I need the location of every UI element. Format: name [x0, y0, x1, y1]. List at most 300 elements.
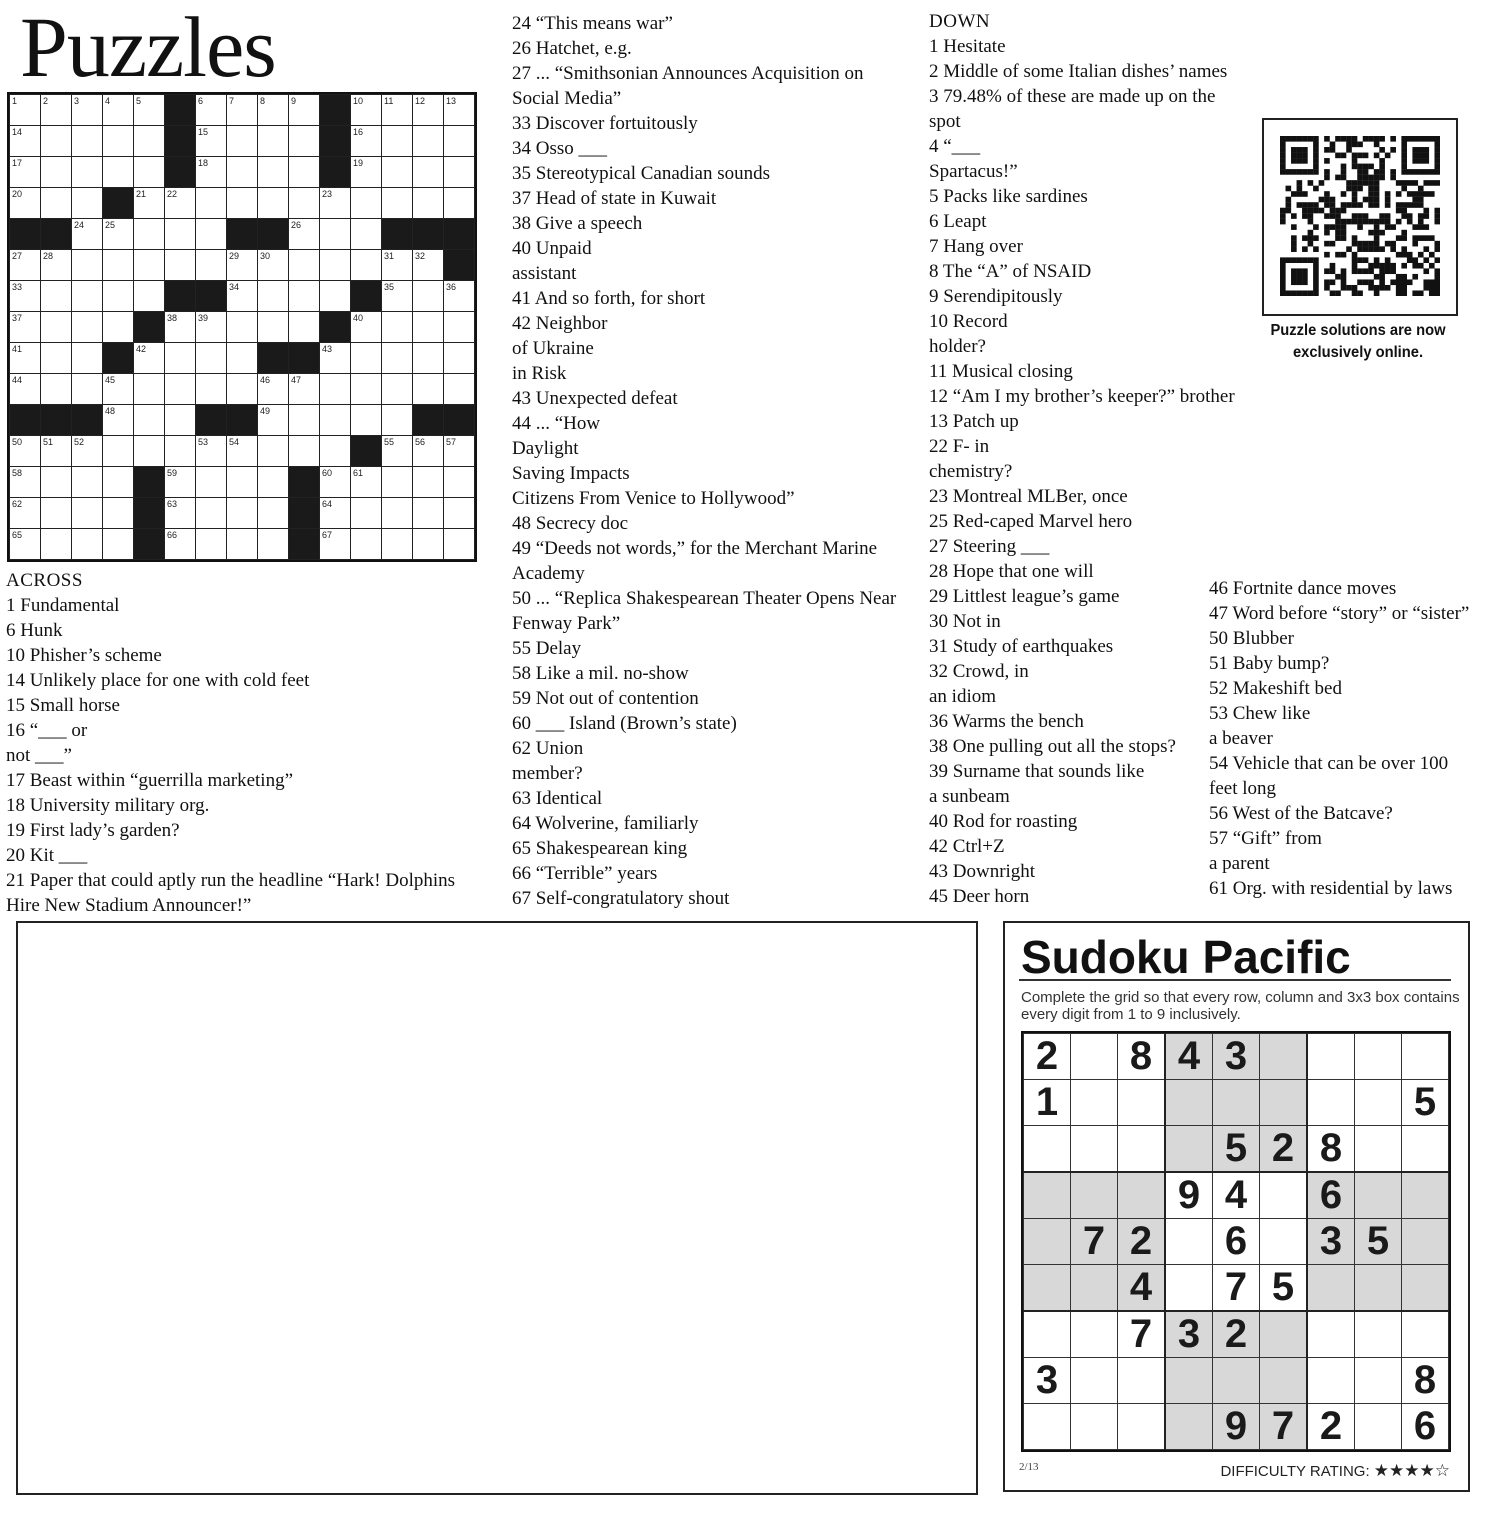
crossword-cell[interactable] [320, 498, 351, 529]
crossword-cell[interactable] [258, 498, 289, 529]
qr-module [1374, 175, 1380, 181]
qr-module [1341, 153, 1347, 159]
crossword-cell[interactable] [227, 250, 258, 281]
crossword-cell[interactable] [382, 250, 413, 281]
qr-module [1368, 285, 1374, 291]
qr-module [1313, 263, 1319, 269]
crossword-cell[interactable] [444, 95, 475, 126]
crossword-cell[interactable] [165, 405, 196, 436]
crossword-cell[interactable] [196, 343, 227, 374]
sudoku-empty-cell[interactable] [1165, 1126, 1213, 1173]
crossword-cell[interactable] [72, 312, 103, 343]
crossword-cell[interactable] [444, 498, 475, 529]
crossword-cell-number: 58 [12, 468, 23, 478]
crossword-cell[interactable] [72, 250, 103, 281]
crossword-cell[interactable] [227, 95, 258, 126]
crossword-cell[interactable] [196, 467, 227, 498]
crossword-cell[interactable] [382, 126, 413, 157]
crossword-cell[interactable] [103, 126, 134, 157]
crossword-cell[interactable] [72, 188, 103, 219]
crossword-cell[interactable] [41, 95, 72, 126]
crossword-cell[interactable] [41, 188, 72, 219]
clue-line: 10 Phisher’s scheme [6, 645, 162, 666]
sudoku-empty-cell[interactable] [1355, 1404, 1402, 1450]
clue-line: 4 “___ [929, 136, 981, 157]
qr-module [1346, 285, 1352, 291]
sudoku-empty-cell[interactable] [1307, 1265, 1355, 1312]
crossword-cell[interactable] [165, 188, 196, 219]
crossword-cell[interactable] [289, 126, 320, 157]
qr-module [1291, 246, 1297, 252]
crossword-cell[interactable] [382, 529, 413, 560]
crossword-cell[interactable] [227, 157, 258, 188]
sudoku-empty-cell[interactable] [1260, 1219, 1308, 1265]
qr-module [1423, 246, 1429, 252]
crossword-cell[interactable] [72, 126, 103, 157]
sudoku-empty-cell[interactable] [1165, 1219, 1213, 1265]
qr-module [1363, 180, 1369, 186]
sudoku-empty-cell[interactable] [1071, 1358, 1118, 1404]
sudoku-empty-cell[interactable] [1071, 1404, 1118, 1450]
qr-module [1401, 186, 1407, 192]
sudoku-empty-cell[interactable] [1260, 1172, 1308, 1219]
qr-module [1313, 136, 1319, 142]
sudoku-given-cell: 7 [1071, 1219, 1118, 1265]
qr-module [1385, 197, 1391, 203]
qr-module [1280, 153, 1286, 159]
crossword-cell[interactable] [72, 95, 103, 126]
crossword-cell[interactable] [444, 343, 475, 374]
crossword-cell[interactable] [10, 126, 41, 157]
sudoku-empty-cell[interactable] [1307, 1034, 1355, 1080]
qr-module [1280, 164, 1286, 170]
crossword-cell[interactable] [444, 188, 475, 219]
qr-module [1407, 252, 1413, 258]
crossword-cell[interactable] [382, 312, 413, 343]
crossword-cell[interactable] [165, 312, 196, 343]
crossword-cell[interactable] [196, 188, 227, 219]
sudoku-empty-cell[interactable] [1260, 1358, 1308, 1404]
crossword-cell[interactable] [289, 250, 320, 281]
sudoku-empty-cell[interactable] [1118, 1126, 1166, 1173]
crossword-cell[interactable] [382, 374, 413, 405]
crossword-cell[interactable] [227, 343, 258, 374]
crossword-black-square [10, 405, 41, 436]
qr-module [1330, 241, 1336, 247]
crossword-cell[interactable] [196, 374, 227, 405]
crossword-cell[interactable] [103, 529, 134, 560]
crossword-cell[interactable] [320, 405, 351, 436]
crossword-cell[interactable] [227, 126, 258, 157]
crossword-cell[interactable] [227, 188, 258, 219]
crossword-cell[interactable] [10, 436, 41, 467]
crossword-cell[interactable] [196, 498, 227, 529]
qr-module [1308, 290, 1314, 296]
crossword-cell[interactable] [444, 312, 475, 343]
crossword-cell[interactable] [258, 126, 289, 157]
crossword-cell-number: 54 [229, 437, 240, 447]
crossword-cell-number: 30 [260, 251, 271, 261]
sudoku-empty-cell[interactable] [1213, 1358, 1260, 1404]
sudoku-empty-cell[interactable] [1165, 1404, 1213, 1450]
crossword-cell[interactable] [351, 343, 382, 374]
sudoku-empty-cell[interactable] [1355, 1080, 1402, 1126]
crossword-cell[interactable] [444, 126, 475, 157]
crossword-cell[interactable] [320, 219, 351, 250]
sudoku-empty-cell[interactable] [1118, 1172, 1166, 1219]
crossword-cell[interactable] [289, 405, 320, 436]
crossword-cell-number: 28 [43, 251, 54, 261]
qr-module [1297, 202, 1303, 208]
crossword-cell[interactable] [351, 467, 382, 498]
crossword-cell[interactable] [351, 498, 382, 529]
crossword-cell[interactable] [258, 250, 289, 281]
crossword-cell[interactable] [320, 529, 351, 560]
crossword-cell[interactable] [444, 374, 475, 405]
qr-module [1429, 169, 1435, 175]
qr-module [1352, 164, 1358, 170]
sudoku-empty-cell[interactable] [1024, 1219, 1071, 1265]
crossword-cell[interactable] [258, 188, 289, 219]
crossword-cell[interactable] [351, 405, 382, 436]
crossword-cell[interactable] [258, 467, 289, 498]
crossword-cell[interactable] [134, 281, 165, 312]
crossword-cell-number: 46 [260, 375, 271, 385]
crossword-cell[interactable] [41, 343, 72, 374]
crossword-cell[interactable] [258, 312, 289, 343]
crossword-cell[interactable] [320, 343, 351, 374]
crossword-cell[interactable] [41, 250, 72, 281]
crossword-cell[interactable] [444, 436, 475, 467]
crossword-cell[interactable] [258, 405, 289, 436]
crossword-cell[interactable] [444, 281, 475, 312]
sudoku-empty-cell[interactable] [1024, 1265, 1071, 1312]
crossword-cell[interactable] [134, 126, 165, 157]
crossword-cell[interactable] [41, 436, 72, 467]
crossword-cell[interactable] [103, 95, 134, 126]
crossword-cell[interactable] [72, 498, 103, 529]
sudoku-empty-cell[interactable] [1071, 1126, 1118, 1173]
crossword-cell[interactable] [196, 529, 227, 560]
crossword-cell[interactable] [413, 188, 444, 219]
crossword-cell[interactable] [351, 126, 382, 157]
crossword-cell[interactable] [382, 157, 413, 188]
sudoku-empty-cell[interactable] [1307, 1080, 1355, 1126]
crossword-cell[interactable] [413, 250, 444, 281]
crossword-cell[interactable] [351, 188, 382, 219]
crossword-cell[interactable] [165, 343, 196, 374]
crossword-cell[interactable] [320, 467, 351, 498]
crossword-cell[interactable] [134, 219, 165, 250]
qr-module [1302, 290, 1308, 296]
sudoku-empty-cell[interactable] [1118, 1358, 1166, 1404]
crossword-cell[interactable] [196, 312, 227, 343]
qr-module [1379, 279, 1385, 285]
crossword-cell[interactable] [196, 157, 227, 188]
sudoku-empty-cell[interactable] [1402, 1219, 1449, 1265]
crossword-cell[interactable] [10, 281, 41, 312]
qr-module [1412, 290, 1418, 296]
sudoku-empty-cell[interactable] [1260, 1034, 1308, 1080]
crossword-cell[interactable] [320, 281, 351, 312]
crossword-cell[interactable] [351, 219, 382, 250]
crossword-cell[interactable] [382, 405, 413, 436]
sudoku-empty-cell[interactable] [1118, 1404, 1166, 1450]
crossword-cell[interactable] [289, 188, 320, 219]
crossword-cell[interactable] [134, 95, 165, 126]
crossword-cell[interactable] [103, 405, 134, 436]
qr-module [1352, 186, 1358, 192]
crossword-cell[interactable] [382, 436, 413, 467]
sudoku-empty-cell[interactable] [1355, 1265, 1402, 1312]
qr-module [1423, 208, 1429, 214]
crossword-cell[interactable] [72, 529, 103, 560]
crossword-cell[interactable] [41, 529, 72, 560]
crossword-cell[interactable] [444, 467, 475, 498]
crossword-cell-number: 29 [229, 251, 240, 261]
crossword-cell[interactable] [413, 374, 444, 405]
sudoku-empty-cell[interactable] [1355, 1311, 1402, 1358]
sudoku-empty-cell[interactable] [1071, 1311, 1118, 1358]
sudoku-empty-cell[interactable] [1024, 1172, 1071, 1219]
crossword-cell[interactable] [134, 405, 165, 436]
sudoku-given-cell: 5 [1355, 1219, 1402, 1265]
crossword-cell[interactable] [72, 281, 103, 312]
crossword-cell[interactable] [382, 467, 413, 498]
clue-line: a beaver [1209, 728, 1273, 749]
crossword-cell[interactable] [103, 312, 134, 343]
crossword-cell[interactable] [165, 374, 196, 405]
clue-line: 62 Union [512, 738, 584, 759]
sudoku-empty-cell[interactable] [1213, 1080, 1260, 1126]
crossword-cell[interactable] [320, 250, 351, 281]
crossword-cell[interactable] [258, 281, 289, 312]
crossword-cell[interactable] [289, 219, 320, 250]
crossword-cell[interactable] [413, 312, 444, 343]
crossword-cell[interactable] [227, 436, 258, 467]
crossword-cell[interactable] [41, 312, 72, 343]
qr-module [1423, 279, 1429, 285]
sudoku-empty-cell[interactable] [1118, 1080, 1166, 1126]
sudoku-empty-cell[interactable] [1071, 1034, 1118, 1080]
crossword-cell[interactable] [103, 467, 134, 498]
crossword-cell-number: 67 [322, 530, 333, 540]
crossword-cell[interactable] [41, 281, 72, 312]
qr-module [1374, 257, 1380, 263]
crossword-cell[interactable] [289, 95, 320, 126]
crossword-cell[interactable] [165, 498, 196, 529]
crossword-cell[interactable] [41, 157, 72, 188]
crossword-cell[interactable] [382, 343, 413, 374]
sudoku-empty-cell[interactable] [1402, 1265, 1449, 1312]
crossword-cell[interactable] [103, 281, 134, 312]
crossword-cell[interactable] [103, 374, 134, 405]
crossword-cell[interactable] [413, 467, 444, 498]
crossword-cell[interactable] [289, 157, 320, 188]
sudoku-empty-cell[interactable] [1165, 1358, 1213, 1404]
crossword-cell[interactable] [134, 157, 165, 188]
crossword-cell[interactable] [10, 157, 41, 188]
crossword-cell[interactable] [196, 436, 227, 467]
sudoku-given-cell: 4 [1165, 1034, 1213, 1080]
crossword-cell[interactable] [413, 343, 444, 374]
crossword-cell[interactable] [10, 95, 41, 126]
crossword-black-square [227, 219, 258, 250]
crossword-cell[interactable] [165, 219, 196, 250]
crossword-cell[interactable] [351, 529, 382, 560]
crossword-cell[interactable] [134, 436, 165, 467]
qr-module [1291, 257, 1297, 263]
crossword-black-square [134, 498, 165, 529]
crossword-cell[interactable] [165, 436, 196, 467]
sudoku-empty-cell[interactable] [1402, 1034, 1449, 1080]
crossword-cell[interactable] [134, 188, 165, 219]
qr-module [1308, 180, 1314, 186]
down-clues-column-2 [1209, 576, 1469, 901]
sudoku-empty-cell[interactable] [1071, 1172, 1118, 1219]
sudoku-empty-cell[interactable] [1355, 1034, 1402, 1080]
crossword-cell[interactable] [165, 250, 196, 281]
sudoku-empty-cell[interactable] [1307, 1358, 1355, 1404]
sudoku-empty-cell[interactable] [1165, 1265, 1213, 1312]
sudoku-empty-cell[interactable] [1307, 1311, 1355, 1358]
crossword-cell[interactable] [413, 281, 444, 312]
crossword-cell[interactable] [10, 188, 41, 219]
crossword-cell[interactable] [413, 157, 444, 188]
crossword-cell[interactable] [10, 467, 41, 498]
crossword-cell[interactable] [41, 467, 72, 498]
crossword-cell[interactable] [103, 250, 134, 281]
crossword-cell[interactable] [413, 436, 444, 467]
qr-module [1352, 263, 1358, 269]
sudoku-given-cell: 8 [1402, 1358, 1449, 1404]
sudoku-empty-cell[interactable] [1024, 1404, 1071, 1450]
crossword-cell[interactable] [72, 219, 103, 250]
crossword-cell[interactable] [72, 436, 103, 467]
crossword-cell[interactable] [382, 498, 413, 529]
sudoku-empty-cell[interactable] [1402, 1126, 1449, 1173]
crossword-cell[interactable] [103, 219, 134, 250]
qr-module [1324, 136, 1330, 142]
crossword-cell[interactable] [196, 219, 227, 250]
crossword-cell[interactable] [10, 343, 41, 374]
sudoku-empty-cell[interactable] [1355, 1172, 1402, 1219]
crossword-cell[interactable] [289, 281, 320, 312]
crossword-cell[interactable] [165, 529, 196, 560]
crossword-cell[interactable] [227, 529, 258, 560]
sudoku-given-cell: 4 [1213, 1172, 1260, 1219]
crossword-cell[interactable] [289, 312, 320, 343]
crossword-cell[interactable] [351, 312, 382, 343]
crossword-cell[interactable] [165, 467, 196, 498]
crossword-cell[interactable] [41, 374, 72, 405]
crossword-cell[interactable] [10, 498, 41, 529]
crossword-cell[interactable] [72, 157, 103, 188]
sudoku-empty-cell[interactable] [1260, 1311, 1308, 1358]
crossword-black-square [41, 219, 72, 250]
crossword-cell[interactable] [413, 95, 444, 126]
qr-module [1302, 268, 1308, 274]
crossword-cell[interactable] [289, 436, 320, 467]
crossword-cell[interactable] [72, 374, 103, 405]
crossword-cell[interactable] [444, 529, 475, 560]
sudoku-empty-cell[interactable] [1071, 1265, 1118, 1312]
sudoku-empty-cell[interactable] [1024, 1126, 1071, 1173]
sudoku-empty-cell[interactable] [1355, 1126, 1402, 1173]
crossword-cell[interactable] [196, 126, 227, 157]
qr-code[interactable] [1262, 118, 1458, 316]
crossword-cell[interactable] [196, 95, 227, 126]
crossword-cell[interactable] [320, 436, 351, 467]
crossword-cell[interactable] [382, 188, 413, 219]
crossword-cell[interactable] [103, 157, 134, 188]
crossword-cell[interactable] [413, 498, 444, 529]
qr-module [1390, 169, 1396, 175]
crossword-cell[interactable] [351, 374, 382, 405]
qr-module [1291, 279, 1297, 285]
crossword-cell[interactable] [72, 467, 103, 498]
crossword-cell[interactable] [289, 374, 320, 405]
crossword-cell[interactable] [134, 343, 165, 374]
crossword-cell[interactable] [227, 498, 258, 529]
sudoku-empty-cell[interactable] [1402, 1172, 1449, 1219]
crossword-cell[interactable] [227, 281, 258, 312]
crossword-cell[interactable] [10, 312, 41, 343]
crossword-cell[interactable] [258, 157, 289, 188]
crossword-cell[interactable] [10, 529, 41, 560]
crossword-cell[interactable] [413, 126, 444, 157]
crossword-cell[interactable] [258, 529, 289, 560]
crossword-cell[interactable] [103, 498, 134, 529]
sudoku-grid[interactable] [1021, 1031, 1451, 1452]
sudoku-empty-cell[interactable] [1402, 1311, 1449, 1358]
crossword-cell[interactable] [41, 126, 72, 157]
crossword-cell[interactable] [72, 343, 103, 374]
sudoku-empty-cell[interactable] [1260, 1080, 1308, 1126]
crossword-cell[interactable] [320, 188, 351, 219]
crossword-cell[interactable] [413, 529, 444, 560]
crossword-cell[interactable] [258, 95, 289, 126]
crossword-cell[interactable] [258, 374, 289, 405]
sudoku-empty-cell[interactable] [1024, 1311, 1071, 1358]
crossword-cell[interactable] [351, 95, 382, 126]
crossword-cell[interactable] [227, 467, 258, 498]
sudoku-empty-cell[interactable] [1071, 1080, 1118, 1126]
crossword-cell[interactable] [227, 312, 258, 343]
sudoku-given-cell: 6 [1402, 1404, 1449, 1450]
crossword-cell[interactable] [227, 374, 258, 405]
crossword-cell[interactable] [351, 157, 382, 188]
sudoku-empty-cell[interactable] [1165, 1080, 1213, 1126]
crossword-cell[interactable] [320, 374, 351, 405]
crossword-cell[interactable] [134, 250, 165, 281]
crossword-cell[interactable] [10, 374, 41, 405]
crossword-cell[interactable] [382, 281, 413, 312]
crossword-cell[interactable] [258, 436, 289, 467]
crossword-cell[interactable] [351, 250, 382, 281]
crossword-cell[interactable] [10, 250, 41, 281]
sudoku-empty-cell[interactable] [1355, 1358, 1402, 1404]
crossword-cell[interactable] [196, 250, 227, 281]
crossword-cell[interactable] [134, 374, 165, 405]
crossword-cell[interactable] [444, 157, 475, 188]
crossword-cell[interactable] [382, 95, 413, 126]
crossword-cell[interactable] [41, 498, 72, 529]
crossword-cell-number: 10 [353, 96, 364, 106]
qr-module [1352, 142, 1358, 148]
crossword-cell[interactable] [103, 436, 134, 467]
crossword-grid[interactable] [7, 92, 477, 562]
